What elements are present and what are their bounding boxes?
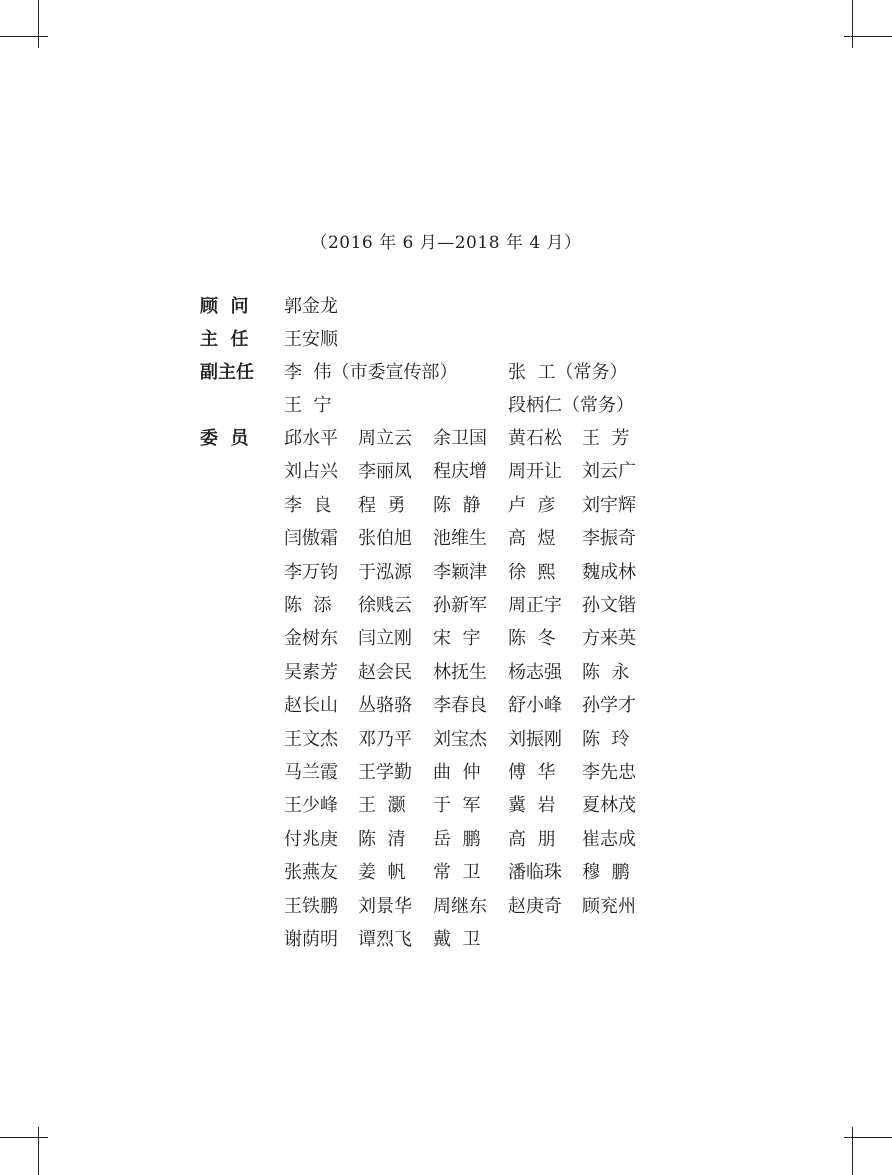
member-name: 程庆增	[433, 461, 487, 483]
member-name: 李万钧	[284, 561, 338, 583]
member-name: 李振奇	[582, 528, 636, 550]
advisor-name: 郭金龙	[284, 296, 338, 317]
advisor-label: 顾 问	[200, 296, 249, 317]
member-name: 张伯旭	[358, 528, 412, 550]
deputy-row	[200, 391, 660, 421]
deputy-name: 张 工（常务）	[508, 362, 628, 383]
member-name: 傅 华	[508, 762, 556, 783]
member-name: 王 灏	[358, 795, 406, 817]
member-name: 林抚生	[433, 661, 487, 683]
member-name: 刘景华	[358, 895, 412, 917]
member-name: 余卫国	[433, 428, 487, 449]
member-name: 马兰霞	[284, 762, 338, 783]
member-name: 穆 鹏	[582, 862, 630, 884]
member-name: 赵会民	[358, 661, 412, 683]
member-name: 闫傲霜	[284, 528, 338, 550]
member-name: 顾兖州	[582, 895, 636, 917]
member-name: 刘宝杰	[433, 728, 487, 750]
term-period: （2016 年 6 月—2018 年 4 月）	[310, 233, 582, 253]
member-name: 杨志强	[508, 661, 562, 683]
member-name: 魏成林	[582, 561, 636, 583]
member-name: 陈 清	[358, 828, 406, 850]
member-name: 周立云	[358, 428, 412, 449]
deputy-name: 段柄仁（常务）	[508, 395, 634, 416]
member-name: 陈 玲	[582, 728, 630, 750]
member-name: 谢荫明	[284, 929, 338, 950]
member-name: 池维生	[433, 528, 487, 550]
member-name: 曲 仲	[433, 762, 481, 783]
deputy-name: 李 伟（市委宣传部）	[284, 362, 458, 383]
member-name: 陈 永	[582, 661, 630, 683]
member-name: 舒小峰	[508, 695, 562, 717]
member-name: 陈 冬	[508, 628, 556, 650]
director-name: 王安顺	[284, 329, 338, 350]
member-name: 谭烈飞	[358, 929, 412, 950]
deputy-row	[200, 358, 660, 388]
member-name: 夏林茂	[582, 795, 636, 817]
member-name: 姜 帆	[358, 862, 406, 884]
member-name: 程 勇	[358, 494, 406, 516]
member-name: 戴 卫	[433, 929, 481, 950]
member-name: 刘宇辉	[582, 494, 636, 516]
member-name: 邓乃平	[358, 728, 412, 750]
member-name: 王少峰	[284, 795, 338, 817]
member-name: 王 芳	[582, 428, 630, 449]
member-name: 赵庚奇	[508, 895, 562, 917]
member-name: 卢 彦	[508, 494, 556, 516]
member-name: 周正宇	[508, 595, 562, 616]
member-name: 陈 添	[284, 595, 332, 616]
member-name: 邱水平	[284, 428, 338, 449]
member-name: 刘振刚	[508, 728, 562, 750]
advisor-row	[200, 292, 660, 322]
member-name: 李春良	[433, 695, 487, 717]
member-name: 孙学才	[582, 695, 636, 717]
member-name: 方来英	[582, 628, 636, 650]
member-name: 高 朋	[508, 828, 556, 850]
member-name: 冀 岩	[508, 795, 556, 817]
deputy-name: 王 宁	[284, 395, 332, 416]
member-name: 王文杰	[284, 728, 338, 750]
member-name: 宋 宇	[433, 628, 481, 650]
member-name: 陈 静	[433, 494, 481, 516]
member-name: 张燕友	[284, 862, 338, 884]
member-name: 李丽凤	[358, 461, 412, 483]
director-row	[200, 325, 660, 355]
member-name: 吴素芳	[284, 661, 338, 683]
member-name: 闫立刚	[358, 628, 412, 650]
member-name: 于泓源	[358, 561, 412, 583]
member-name: 徐贱云	[358, 595, 412, 616]
member-name: 李先忠	[582, 762, 636, 783]
member-name: 金树东	[284, 628, 338, 650]
member-name: 王学勤	[358, 762, 412, 783]
member-name: 黄石松	[508, 428, 562, 449]
member-name: 徐 熙	[508, 561, 556, 583]
member-name: 赵长山	[284, 695, 338, 717]
member-name: 崔志成	[582, 828, 636, 850]
member-name: 李 良	[284, 494, 332, 516]
member-name: 常 卫	[433, 862, 481, 884]
member-name: 岳 鹏	[433, 828, 481, 850]
member-name: 孙文锴	[582, 595, 636, 616]
member-name: 潘临珠	[508, 862, 562, 884]
member-name: 刘云广	[582, 461, 636, 483]
member-name: 王铁鹏	[284, 895, 338, 917]
member-name: 孙新军	[433, 595, 487, 616]
member-name: 刘占兴	[284, 461, 338, 483]
member-name: 于 军	[433, 795, 481, 817]
member-name: 周继东	[433, 895, 487, 917]
member-name: 丛骆骆	[358, 695, 412, 717]
member-name: 李颖津	[433, 561, 487, 583]
member-name: 高 煜	[508, 528, 556, 550]
members-label: 委 员	[200, 428, 249, 449]
member-name: 周开让	[508, 461, 562, 483]
director-label: 主 任	[200, 329, 249, 350]
member-name: 付兆庚	[284, 828, 338, 850]
deputy-label: 副主任	[200, 362, 254, 383]
